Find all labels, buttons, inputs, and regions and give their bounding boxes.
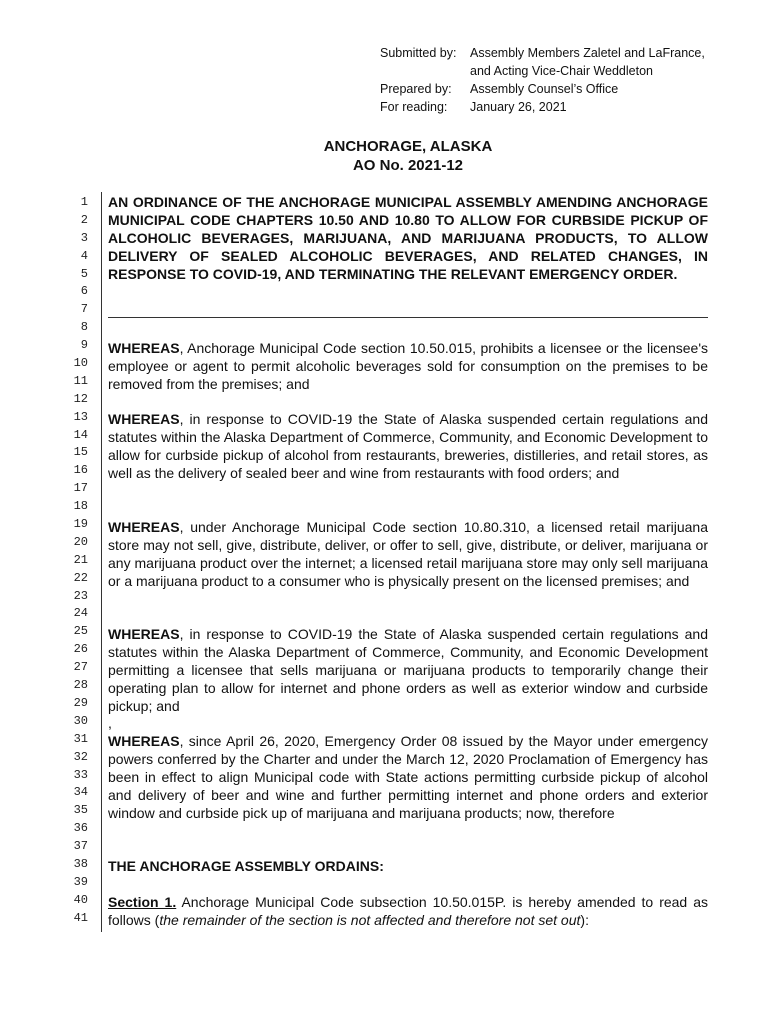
line-number: 27 [73, 660, 88, 675]
whereas-keyword: WHEREAS [108, 519, 180, 535]
line-number: 3 [80, 230, 88, 245]
whereas-paragraph-1 [108, 340, 708, 394]
line-number: 41 [73, 910, 88, 925]
line-number: 35 [73, 803, 88, 818]
prepared-by-value: Assembly Counsel’s Office [470, 82, 619, 96]
line-number: 26 [73, 642, 88, 657]
whereas-text-3: , under Anchorage Municipal Code section 10.80.310, a licensed retail marijuana store may not sell, give, distribute, deliver, or offer to sell, give, distribute, or deliver, marijuana or any marijuana product over the internet; a licensed retail marijuana store may only sell marijuana or a marijuana product to a consumer who is physically present on the licensed premises; and [108, 519, 708, 589]
line-number: 18 [73, 499, 88, 514]
line-number: 21 [73, 552, 88, 567]
section-1-label: Section 1. [108, 894, 177, 910]
line-number: 33 [73, 767, 88, 782]
whereas-keyword: WHEREAS [108, 733, 180, 749]
prepared-by-label: Prepared by: [380, 82, 452, 96]
line-number: 19 [73, 517, 88, 532]
whereas-paragraph-5 [108, 733, 708, 823]
line-number: 15 [73, 445, 88, 460]
for-reading-value: January 26, 2021 [470, 100, 567, 114]
line-number: 16 [73, 463, 88, 478]
submission-header [380, 44, 730, 116]
line-number: 32 [73, 749, 88, 764]
document-title-number: AO No. 2021-12 [352, 157, 464, 174]
whereas-paragraph-2 [108, 411, 708, 483]
submitted-by-label: Submitted by: [380, 46, 457, 60]
line-number: 2 [80, 212, 88, 227]
whereas-paragraph-4 [108, 626, 708, 716]
stray-comma: , [108, 715, 112, 731]
whereas-text-4: , in response to COVID-19 the State of Alaska suspended certain regulations and statutes within the Alaska Department of Commerce, Community, and Economic Development permitting a licensee that sells marijuana or marijuana products to temporarily change their operating plan to allow for internet and phone orders as well as exterior window and curbside pickup; and [108, 626, 708, 714]
line-number: 17 [73, 481, 88, 496]
whereas-paragraph-3 [108, 519, 708, 591]
line-number: 29 [73, 695, 88, 710]
line-number: 37 [73, 839, 88, 854]
title-divider [108, 317, 708, 318]
document-title-city: ANCHORAGE, ALASKA [323, 138, 493, 155]
line-number: 13 [73, 409, 88, 424]
line-number: 5 [80, 266, 88, 281]
line-number: 28 [73, 678, 88, 693]
section-1-end: ): [580, 911, 589, 928]
line-number: 6 [80, 284, 88, 299]
line-number: 40 [73, 892, 88, 907]
line-number: 4 [80, 248, 88, 263]
line-number: 31 [73, 731, 88, 746]
whereas-keyword: WHEREAS [108, 411, 180, 427]
ordinance-title: AN ORDINANCE OF THE ANCHORAGE MUNICIPAL ASSEMBLY AMENDING ANCHORAGE MUNICIPAL CODE CHAPTERS 10.50 AND 10.80 TO ALLOW FOR CURBSIDE PICKUP OF ALCOHOLIC BEVERAGES, MARIJUANA, AND MARIJUANA PRODUCTS, TO ALLOW DELIVERY OF SEALED ALCOHOLIC BEVERAGES, AND RELATED CHANGES, IN RESPONSE TO COVID-19, AND TERMINATING THE RELEVANT EMERGENCY ORDER. [108, 194, 708, 282]
line-number: 34 [73, 785, 88, 800]
line-number: 9 [80, 338, 88, 353]
margin-rule [101, 192, 102, 932]
section-1-text: Anchorage Municipal Code subsection 10.50.015P. is hereby amended to read as follows ( [108, 894, 708, 928]
line-number: 36 [73, 821, 88, 836]
section-1-italic: the remainder of the section is not affected and therefore not set out [159, 911, 581, 928]
whereas-text-1: , Anchorage Municipal Code section 10.50.015, prohibits a licensee or the licensee's employee or agent to permit alcoholic beverages sold for consumption on the premises to be removed from the premises; and [108, 340, 708, 392]
submitted-by-value: Assembly Members Zaletel and LaFrance, [470, 46, 705, 60]
section-1-paragraph [108, 894, 708, 930]
line-number: 1 [80, 195, 88, 209]
whereas-text-2: , in response to COVID-19 the State of Alaska suspended certain regulations and statutes within the Alaska Department of Commerce, Community, and Economic Development to allow for curbside pickup of alcohol from restaurants, breweries, distilleries, and retail stores, as well as the delivery of sealed beer and wine from restaurants with food orders; and [108, 411, 708, 481]
line-number: 20 [73, 534, 88, 549]
line-number: 38 [73, 856, 88, 871]
whereas-text-5: , since April 26, 2020, Emergency Order 08 issued by the Mayor under emergency powers conferred by the Charter and under the March 12, 2020 Proclamation of Emergency has been in effect to align Municipal code with State actions permitting curbside pickup of alcohol and delivery of beer and wine and further permitting internet and phone orders and exterior window and curbside pick up of marijuana and marijuana products; now, therefore [108, 733, 708, 821]
line-number: 25 [73, 624, 88, 639]
submitted-by-value-cont: and Acting Vice-Chair Weddleton [470, 64, 653, 78]
for-reading-label: For reading: [380, 100, 448, 114]
line-number: 8 [80, 320, 88, 335]
line-number: 24 [73, 606, 88, 621]
line-number: 7 [80, 302, 88, 317]
line-number: 14 [73, 427, 88, 442]
line-number: 23 [73, 588, 88, 603]
line-number: 11 [73, 373, 88, 388]
line-number: 12 [73, 391, 88, 406]
line-number: 10 [73, 356, 88, 371]
line-number: 22 [73, 570, 88, 585]
line-number-column [60, 194, 88, 928]
ordains-heading: THE ANCHORAGE ASSEMBLY ORDAINS: [108, 858, 384, 874]
whereas-keyword: WHEREAS [108, 626, 180, 642]
line-number: 39 [73, 874, 88, 889]
whereas-keyword: WHEREAS [108, 340, 180, 356]
line-number: 30 [73, 713, 88, 728]
